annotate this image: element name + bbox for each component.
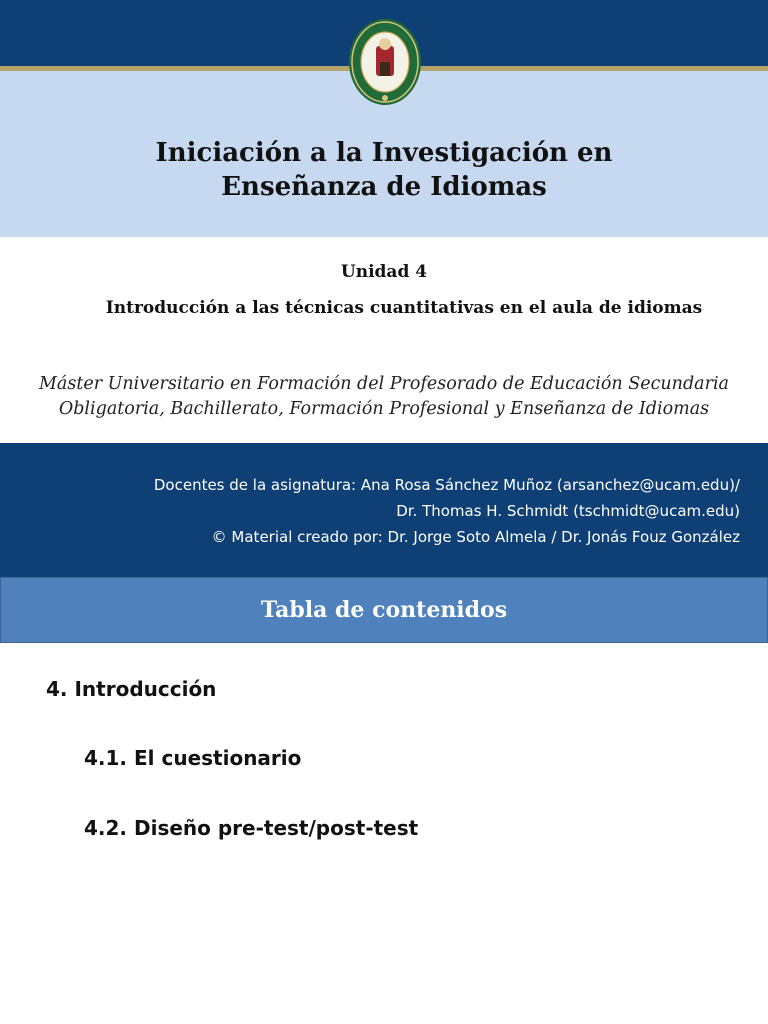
toc-item-diseno: 4.2. Diseño pre-test/post-test (84, 816, 419, 840)
docentes-band (0, 443, 768, 577)
course-title-line1: Iniciación a la Investigación en (155, 138, 613, 168)
toc-heading: Tabla de contenidos (0, 577, 768, 643)
docentes-line1: Docentes de la asignatura: Ana Rosa Sánchez Muñoz (arsanchez@ucam.edu)/ (153, 476, 740, 494)
master-program (0, 372, 768, 422)
unit-label: Unidad 4 (340, 262, 428, 282)
docentes-line3: © Material creado por: Dr. Jorge Soto Almela / Dr. Jonás Fouz González (211, 528, 740, 546)
toc-item-cuestionario: 4.1. El cuestionario (84, 746, 302, 770)
course-title (0, 136, 768, 204)
unit-subtitle: Introducción a las técnicas cuantitativas en el aula de idiomas (105, 298, 703, 318)
course-title-line2: Enseñanza de Idiomas (221, 172, 547, 202)
master-line1: Máster Universitario en Formación del Profesorado de Educación Secundaria (39, 374, 729, 394)
docentes-text (20, 472, 740, 550)
toc-item-introduccion: 4. Introducción (46, 677, 217, 701)
docentes-line2: Dr. Thomas H. Schmidt (tschmidt@ucam.edu) (396, 502, 740, 520)
ucam-seal-icon (348, 18, 422, 106)
master-line2: Obligatoria, Bachillerato, Formación Profesional y Enseñanza de Idiomas (58, 399, 710, 419)
